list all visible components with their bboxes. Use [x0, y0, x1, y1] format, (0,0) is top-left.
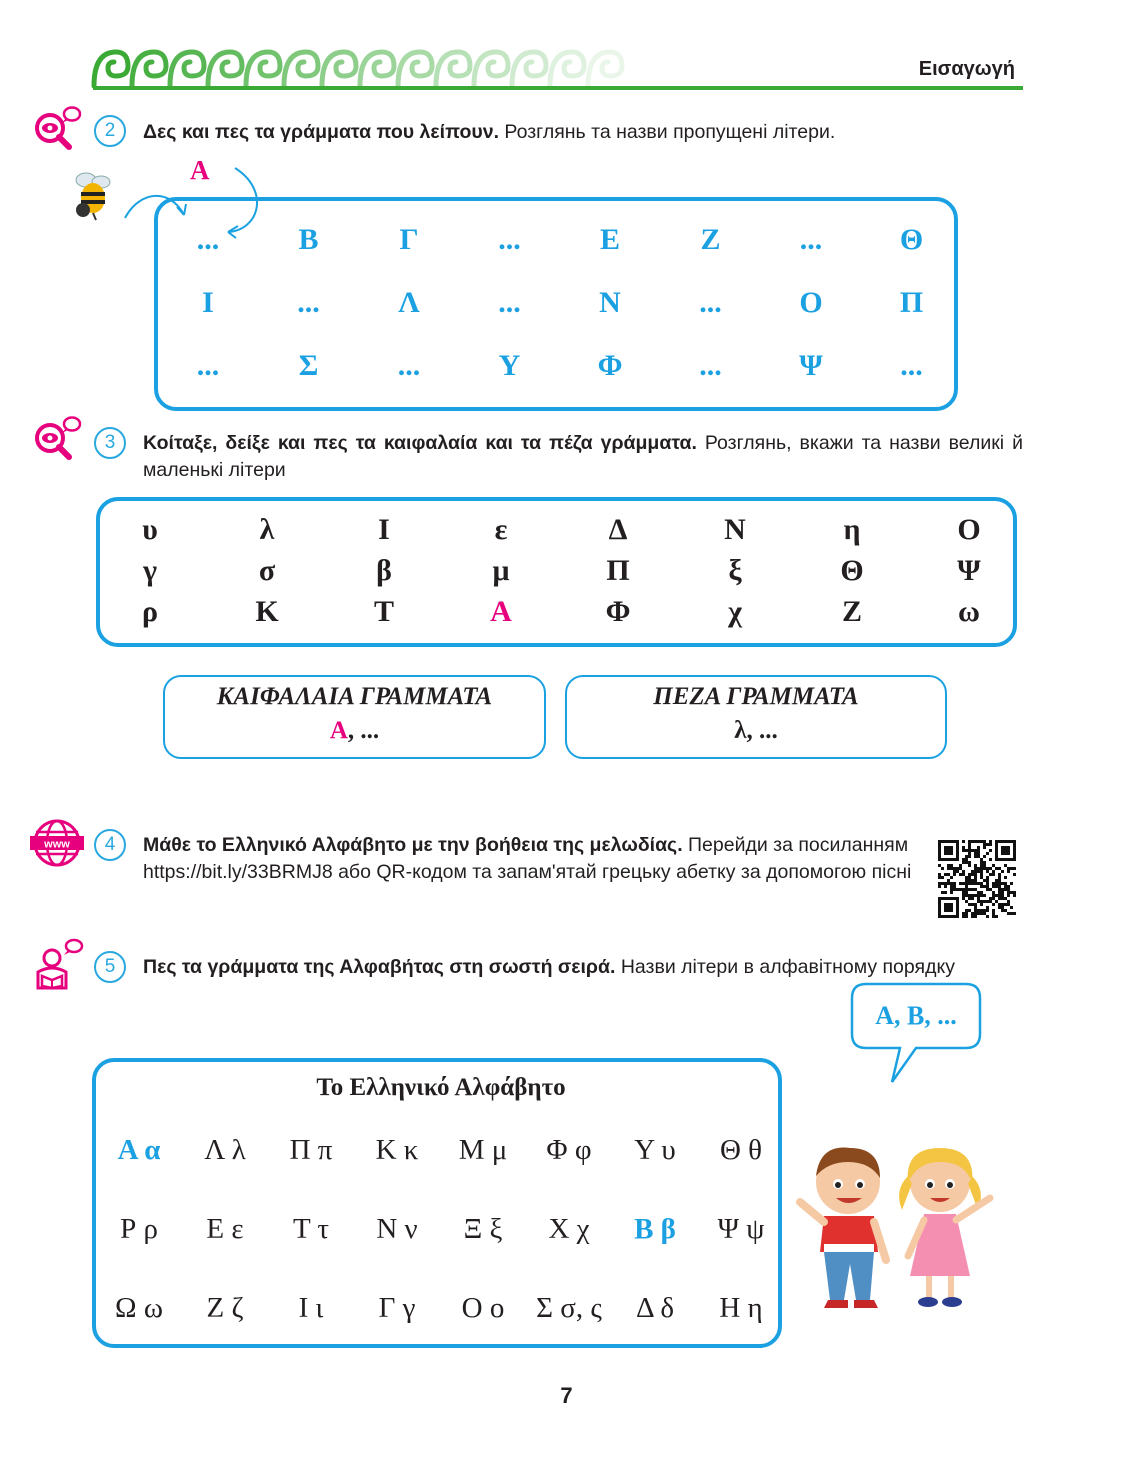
alphabet-letter-pair: Ξ ξ: [463, 1213, 503, 1245]
letter-cell: χ: [728, 595, 742, 628]
alphabet-letter-pair: Ψ ψ: [717, 1213, 765, 1245]
speech-bubble-text: Α, Β, ...: [875, 1001, 957, 1030]
reading-child-icon: [34, 938, 84, 990]
letter-cell: Δ: [608, 513, 628, 546]
letter-cell: Α: [490, 595, 512, 628]
given-letter: Π: [899, 286, 924, 319]
letter-cell: ρ: [141, 595, 159, 628]
mixed-letters-grid: [96, 497, 1017, 647]
alphabet-letter-pair: Τ τ: [292, 1213, 330, 1245]
exercise-3-instruction: Κοίταξε, δείξε και πες τα καιφαλαία και τα πέζα γράμματα. Розглянь, вкажи та назви великі й маленькі літери: [143, 432, 1023, 481]
given-letter: Υ: [498, 349, 521, 382]
letter-cell: λ: [259, 513, 275, 546]
given-letter: Ζ: [700, 223, 721, 256]
missing-letter-slot: ...: [397, 349, 421, 382]
letter-cell: ω: [958, 595, 980, 628]
page-number: 7: [560, 1383, 573, 1408]
alphabet-letter-pair: Ο ο: [461, 1292, 505, 1324]
letter-cell: Θ: [840, 554, 864, 587]
missing-letter-slot: ...: [196, 223, 220, 256]
exercise-3-number: 3: [94, 427, 126, 459]
letter-cell: Φ: [605, 595, 631, 628]
letter-cell: Ο: [957, 513, 981, 546]
alphabet-letter-pair: Ν ν: [376, 1213, 418, 1245]
exercise-4-number: 4: [94, 829, 126, 861]
alphabet-letter-pair: Χ χ: [548, 1213, 590, 1245]
letter-cell: ε: [494, 513, 508, 546]
missing-letter-slot: ...: [297, 286, 320, 319]
header-rule: [93, 86, 1023, 90]
given-letter: Σ: [298, 349, 319, 382]
small-letters-box: [565, 675, 947, 759]
missing-letter-slot: ...: [498, 286, 521, 319]
given-letter: Ε: [599, 223, 620, 256]
capital-letters-title: ΚΑΙΦΑΛΑΙΑ ΓΡΑΜΜΑΤΑ: [216, 683, 493, 710]
alphabet-letter-pair: Η η: [719, 1292, 763, 1324]
alphabet-letter-pair: Ζ ζ: [206, 1292, 244, 1324]
letter-cell: υ: [142, 513, 158, 546]
alphabet-letter-pair: Α α: [117, 1134, 161, 1166]
letter-cell: γ: [142, 554, 158, 587]
missing-letter-hint: Α: [190, 155, 210, 185]
web-globe-icon: [30, 818, 84, 868]
exercise-2-instruction: Δες και πες τα γράμματα που λείπουν. Розглянь та назви пропущені літери.: [143, 121, 836, 143]
missing-letters-grid: [154, 197, 958, 411]
missing-letter-slot: ...: [498, 223, 521, 256]
given-letter: Γ: [399, 223, 419, 256]
www-label: www: [44, 838, 70, 851]
look-and-speak-icon: [32, 414, 82, 462]
alphabet-letter-pair: Ω ω: [115, 1292, 163, 1324]
capital-letters-box: [163, 675, 546, 759]
given-letter: Ι: [202, 286, 214, 319]
section-title: Εισαγωγή: [918, 58, 1015, 80]
given-letter: Λ: [398, 286, 420, 319]
exercise-5-instruction: Πες τα γράμματα της Αλφαβήτας στη σωστή σειρά. Назви літери в алфавітному порядку: [143, 956, 955, 978]
look-and-speak-icon: [32, 104, 82, 152]
missing-letter-slot: ...: [196, 349, 220, 382]
missing-letter-slot: ...: [799, 223, 823, 256]
qr-code[interactable]: [938, 840, 1016, 918]
letter-cell: Π: [606, 554, 630, 587]
alphabet-letter-pair: Ι ι: [298, 1292, 324, 1324]
given-letter: Ο: [799, 286, 823, 319]
alphabet-letter-pair: Υ υ: [634, 1134, 676, 1166]
letter-cell: ξ: [728, 554, 742, 587]
alphabet-letter-pair: Κ κ: [375, 1134, 419, 1166]
alphabet-letter-pair: Ρ ρ: [120, 1213, 158, 1245]
missing-letter-slot: ...: [900, 349, 923, 382]
exercise-5-number: 5: [94, 951, 126, 983]
exercise-2-number: 2: [94, 115, 126, 147]
missing-letter-slot: ...: [699, 349, 722, 382]
alphabet-letter-pair: Β β: [634, 1213, 676, 1245]
letter-cell: Ψ: [957, 554, 981, 587]
alphabet-letter-pair: Δ δ: [636, 1292, 674, 1324]
header-wave-ornament: [88, 46, 668, 90]
letter-cell: β: [376, 554, 392, 587]
alphabet-letter-pair: Λ λ: [204, 1134, 246, 1166]
missing-letter-slot: ...: [699, 286, 722, 319]
letter-cell: Ζ: [841, 595, 862, 628]
letter-cell: Ν: [724, 513, 746, 546]
given-letter: Φ: [597, 349, 623, 382]
alphabet-title: Το Ελληνικό Αλφάβητο: [316, 1074, 566, 1101]
letter-cell: σ: [258, 554, 276, 587]
letter-cell: Ι: [378, 513, 390, 546]
greek-alphabet-table: [92, 1058, 782, 1348]
letter-cell: η: [843, 513, 861, 546]
bee-icon: [66, 168, 118, 222]
small-letters-title: ΠΕΖΑ ΓΡΑΜΜΑΤΑ: [653, 683, 859, 710]
alphabet-letter-pair: Γ γ: [378, 1292, 416, 1324]
letter-cell: Κ: [255, 595, 279, 628]
given-letter: Ν: [599, 286, 621, 319]
speech-bubble: [850, 982, 982, 1050]
alphabet-letter-pair: Ε ε: [206, 1213, 244, 1245]
given-letter: Β: [298, 223, 319, 256]
letter-cell: μ: [492, 554, 510, 587]
alphabet-letter-pair: Π π: [289, 1134, 333, 1166]
alphabet-letter-pair: Φ φ: [546, 1134, 592, 1166]
small-letters-example: λ, ...: [734, 717, 778, 744]
children-illustration: [790, 1140, 1005, 1315]
exercise-4-instruction: Μάθε το Ελληνικό Αλφάβητο με την βοήθεια της μελωδίας. Перейди за посиланням https://bit.ly/33BRMJ8 або QR-кодом та запам'ятай грецьку абетку за допомогою пісні: [143, 834, 912, 883]
alphabet-letter-pair: Σ σ, ς: [536, 1292, 602, 1324]
letter-cell: Τ: [373, 595, 394, 628]
alphabet-letter-pair: Θ θ: [719, 1134, 763, 1166]
capital-letters-example: Α, ...: [329, 717, 380, 744]
given-letter: Θ: [899, 223, 924, 256]
given-letter: Ψ: [799, 349, 823, 382]
alphabet-letter-pair: Μ μ: [458, 1134, 508, 1166]
